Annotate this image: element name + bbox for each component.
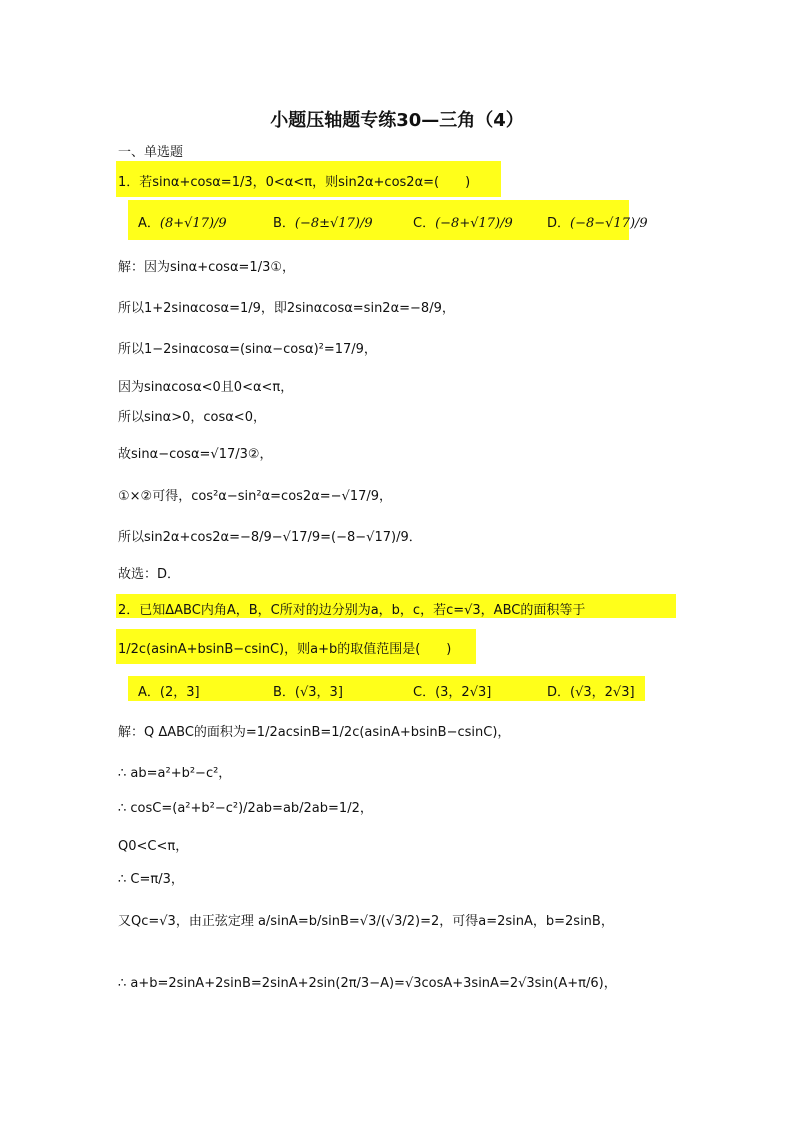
q1-option-c[interactable] [413, 212, 513, 231]
option-value: (3，2√3] [435, 685, 492, 700]
q1-stem: 1．若sinα+cosα=1/3，0<α<π，则sin2α+cos2α=( ) [118, 175, 471, 190]
page-title: 小题压轴题专练30—三角（4） [270, 110, 524, 131]
section-heading: 一、单选题 [118, 145, 184, 160]
option-label: C． [413, 685, 436, 700]
option-value: (2，3] [159, 685, 200, 700]
option-label: D． [547, 216, 571, 231]
option-value: (−8±√17)/9 [294, 216, 373, 231]
q2-stem-line2: 1/2c(asinA+bsinB−csinC)，则a+b的取值范围是( ) [118, 642, 452, 657]
q1-solution-line: 所以1+2sinαcosα=1/9，即2sinαcosα=sin2α=−8/9， [118, 301, 455, 316]
q2-option-a[interactable] [138, 681, 200, 700]
q2-option-b[interactable] [273, 681, 343, 700]
q1-solution-line: 解：因为sinα+cosα=1/3①， [118, 260, 295, 275]
option-label: B． [273, 685, 295, 700]
option-label: A． [138, 216, 160, 231]
q1-solution-line: ①×②可得，cos²α−sin²α=cos2α=−√17/9， [118, 489, 393, 504]
q2-option-c[interactable] [413, 681, 491, 700]
q2-solution-line: ∴ a+b=2sinA+2sinB=2sinA+2sin(2π/3−A)=√3cosA+3sinA=2√3sin(A+π/6)， [118, 976, 617, 991]
option-label: D． [547, 685, 571, 700]
option-label: C． [413, 216, 436, 231]
option-label: A． [138, 685, 160, 700]
q1-answer: 故选：D． [118, 567, 181, 582]
q2-solution-line: 又Qc=√3，由正弦定理 a/sinA=b/sinB=√3/(√3/2)=2，可得a=2sinA，b=2sinB， [118, 914, 614, 929]
q2-solution-line: ∴ cosC=(a²+b²−c²)/2ab=ab/2ab=1/2， [118, 801, 373, 816]
option-value: (−8+√17)/9 [435, 216, 513, 231]
q1-option-b[interactable] [273, 212, 373, 231]
option-value: (√3，2√3] [570, 685, 635, 700]
q2-option-d[interactable] [547, 681, 635, 700]
q1-solution-line: 故sinα−cosα=√17/3②， [118, 447, 273, 462]
option-label: B． [273, 216, 295, 231]
q2-solution-line: Q0<C<π， [118, 839, 189, 854]
q1-solution-line: 所以1−2sinαcosα=(sinα−cosα)²=17/9， [118, 342, 377, 357]
q1-option-a[interactable] [138, 212, 227, 231]
q2-solution-line: ∴ ab=a²+b²−c²， [118, 766, 232, 781]
q1-solution-line: 所以sin2α+cos2α=−8/9−√17/9=(−8−√17)/9． [118, 530, 422, 545]
option-value: (−8−√17)/9 [570, 216, 648, 231]
q1-solution-line: 因为sinαcosα<0且0<α<π， [118, 380, 294, 395]
q2-solution-line: ∴ C=π/3， [118, 872, 184, 887]
q1-option-d[interactable] [547, 212, 648, 231]
q2-stem-line1: 2．已知ΔABC内角A，B，C所对的边分别为a，b，c，若c=√3，ABC的面积等于 [118, 603, 586, 618]
q1-solution-line: 所以sinα>0，cosα<0， [118, 410, 266, 425]
q2-solution-line: 解：Q ΔABC的面积为=1/2acsinB=1/2c(asinA+bsinB−csinC)， [118, 725, 511, 740]
option-value: (8+√17)/9 [159, 216, 227, 231]
option-value: (√3，3] [294, 685, 343, 700]
